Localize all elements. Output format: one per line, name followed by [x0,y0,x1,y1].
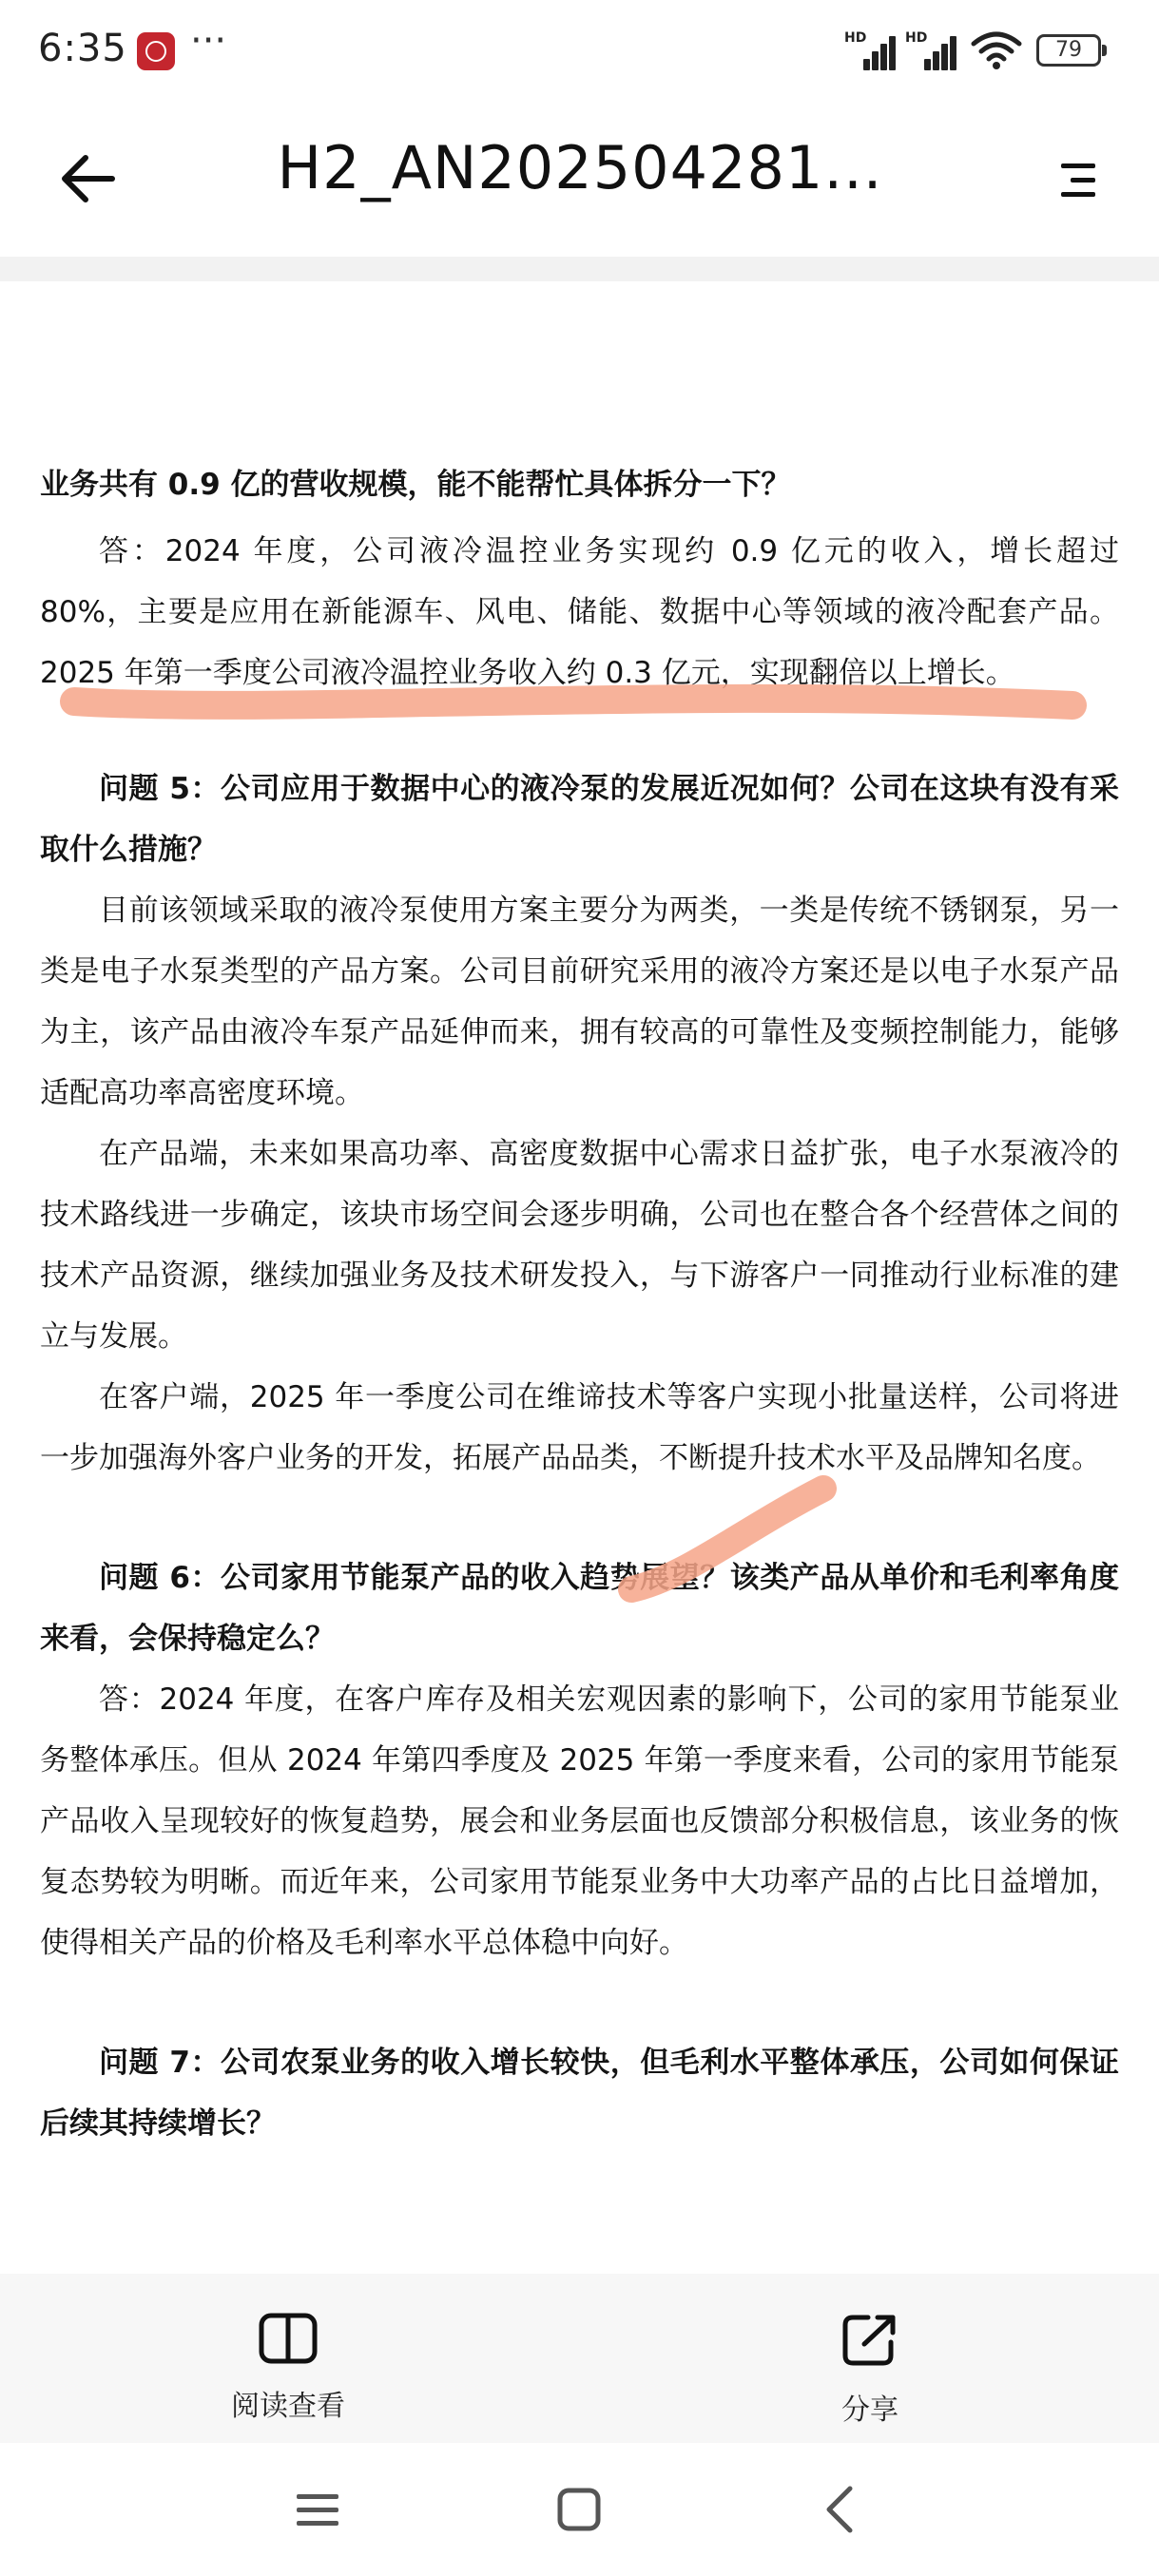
menu-icon[interactable] [289,2481,346,2538]
answer-paragraph: 答：2024 年度，公司液冷温控业务实现约 0.9 亿元的收入，增长超过 80%，主要是应用在新能源车、风电、储能、数据中心等领域的液冷配套产品。2025 年第一季度公司液冷温控业务收入约 0.3 亿元，实现翻倍以上增长。 [40,534,1119,690]
signal-icon [905,30,958,70]
answer-paragraph: 目前该领域采取的液冷泵使用方案主要分为两类，一类是传统不锈钢泵，另一类是电子水泵类型的产品方案。公司目前研究采用的液冷方案还是以电子水泵产品为主，该产品由液冷车泵产品延伸而来，拥有较高的可靠性及变频控制能力，能够适配高功率高密度环境。 [40,894,1119,1110]
document-content [40,454,1119,2154]
answer-paragraph: 答：2024 年度，在客户库存及相关宏观因素的影响下，公司的家用节能泵业务整体承压。但从 2024 年第四季度及 2025 年第一季度来看，公司的家用节能泵产品收入呈现较好的恢复趋势，展会和业务层面也反馈部分积极信息，该业务的恢复态势较为明晰。而近年来，公司家用节能泵业务中大功率产品的占比日益增加，使得相关产品的价格及毛利率水平总体稳中向好。 [40,1682,1119,1960]
bank-app-icon [137,32,175,70]
status-more-icon: ··· [190,19,227,63]
document-title: H2_AN202504281... [277,133,883,202]
back-arrow-icon[interactable] [53,141,129,217]
system-nav-bar [0,2443,1159,2576]
bottom-action-bar [0,2274,1159,2443]
read-view-label: 阅读查看 [231,2390,345,2423]
signal-hd-label: HD [844,30,867,46]
table-of-contents-icon[interactable] [1052,143,1109,219]
share-icon [840,2312,900,2369]
question-paragraph: 问题 5：公司应用于数据中心的液冷泵的发展近况如何？公司在这块有没有采取什么措施？ [40,772,1119,867]
share-label: 分享 [841,2393,898,2427]
book-icon [258,2312,319,2365]
home-icon[interactable] [551,2481,608,2538]
answer-paragraph: 在产品端，未来如果高功率、高密度数据中心需求日益扩张，电子水泵液冷的技术路线进一步确定，该块市场空间会逐步明确，公司也在整合各个经营体之间的技术产品资源，继续加强业务及技术研发投入，与下游客户一同推动行业标准的建立与发展。 [40,1137,1119,1354]
share-button[interactable] [746,2312,994,2428]
wifi-icon [970,30,1023,70]
status-time: 6:35 [38,27,127,70]
back-icon[interactable] [812,2481,869,2538]
question-paragraph: 问题 6：公司家用节能泵产品的收入趋势展望？该类产品从单价和毛利率角度来看，会保持稳定么？ [40,1561,1119,1656]
battery-icon: 79 [1036,34,1101,67]
question-paragraph: 问题 7：公司农泵业务的收入增长较快，但毛利水平整体承压，公司如何保证后续其持续增长？ [40,2046,1119,2141]
status-bar [0,0,1159,105]
title-bar [0,105,1159,257]
signal-icon [844,30,898,70]
question-paragraph: 业务共有 0.9 亿的营收规模，能不能帮忙具体拆分一下？ [40,468,791,502]
signal-hd-label: HD [905,30,928,46]
answer-paragraph: 在客户端，2025 年一季度公司在维谛技术等客户实现小批量送样，公司将进一步加强海外客户业务的开发，拓展产品品类，不断提升技术水平及品牌知名度。 [40,1380,1119,1475]
read-view-button[interactable] [164,2312,412,2424]
header-divider [0,257,1159,281]
